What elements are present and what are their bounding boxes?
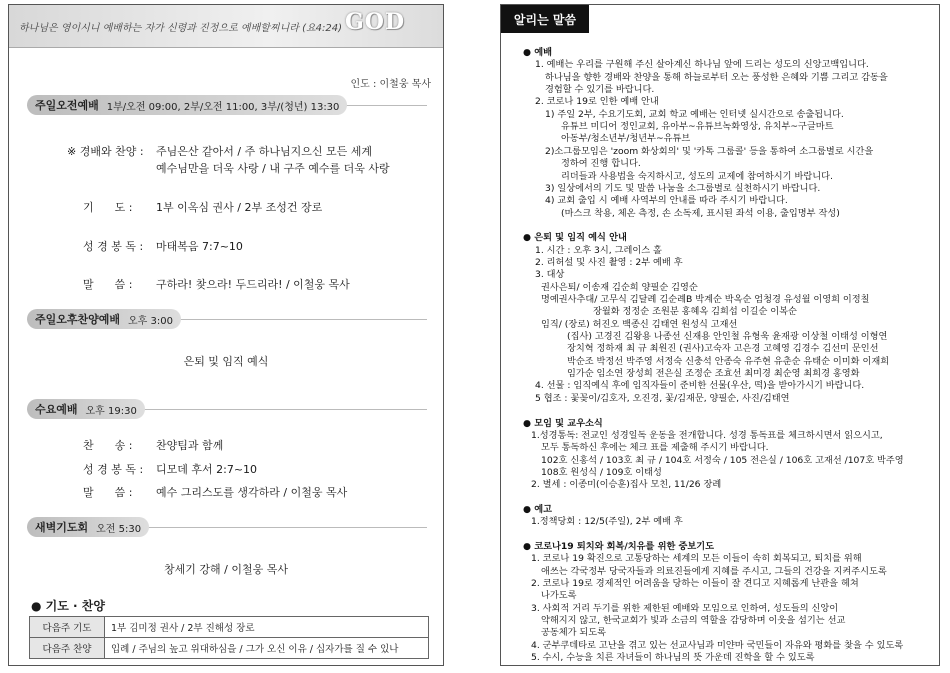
service-time: 오후 19:30 <box>85 405 137 417</box>
reading-label: 성 경 봉 독 : <box>83 240 144 253</box>
announcement-line: 유튜브 미디어 정인교회, 유아부~유튜브녹화영상, 유치부~구글마트 <box>561 121 834 133</box>
officiant: 인도 : 이철웅 목사 <box>350 79 431 90</box>
verse-banner <box>9 5 443 48</box>
afternoon-content: 은퇴 및 임직 예식 <box>183 355 269 368</box>
announcement-line: 2. 리허설 및 사진 촬영 : 2부 예배 후 <box>535 256 683 268</box>
announcement-line: 나가도록 <box>541 590 577 602</box>
wed-sermon-label: 말 씀 : <box>83 486 133 499</box>
god-logo: GOD <box>345 9 406 35</box>
reading-value: 마태복음 7:7~10 <box>156 240 243 253</box>
announcement-line: 공동체가 되도록 <box>541 627 607 639</box>
announcement-line: 2. 코로나 19로 인한 예배 안내 <box>535 96 659 108</box>
announcements-panel <box>500 4 940 666</box>
praise-value: 입례 / 주님의 높고 위대하심을 / 그가 오신 이유 / 십자가를 질 수 있나 <box>105 638 429 659</box>
sermon-value: 구하라! 찾으라! 두드리라! / 이철웅 목사 <box>156 278 350 291</box>
announcement-line: 애쓰는 각국정부 당국자들과 의료진들에게 지혜를 주시고, 그들의 건강을 지켜주시도록 <box>541 565 887 577</box>
announcement-line: 2. 별세 : 이종미(이승훈)집사 모친, 11/26 장례 <box>531 479 722 491</box>
announcement-line: 1.정책당회 : 12/5(주일), 2부 예배 후 <box>531 516 683 528</box>
worship-order-panel <box>8 4 444 666</box>
announcement-line: 108호 원성식 / 109호 이태성 <box>541 466 662 478</box>
announcement-line: 4) 교회 출입 시 예배 사역부의 안내를 따라 주시기 바랍니다. <box>545 195 788 207</box>
service-title: 수요예배 <box>35 403 78 416</box>
table-row <box>30 638 429 659</box>
announcement-heading: ● 코로나19 퇴치와 회복/치유를 위한 중보기도 <box>523 541 715 552</box>
service-title: 주일오전예배 <box>35 99 99 112</box>
prayer-key: 다음주 기도 <box>30 617 105 638</box>
praise-key: 다음주 찬양 <box>30 638 105 659</box>
prayer-value: 1부 이옥심 권사 / 2부 조성건 장로 <box>156 201 323 214</box>
service-time: 오후 3:00 <box>128 315 173 327</box>
afternoon-service-header <box>27 309 427 329</box>
service-time: 오전 5:30 <box>96 523 142 535</box>
announcement-line: 1.성경통독: 전교인 성경일독 운동을 전개합니다. 성경 통독표를 체크하시면서 읽으시고, <box>531 429 883 441</box>
announcement-heading: ● 모임 및 교우소식 <box>523 417 603 429</box>
announcement-line: 5. 수시, 수능을 치른 자녀들이 하나님의 뜻 가운데 진학을 할 수 있도록 <box>531 652 815 664</box>
announcement-line: 아동부/청소년부/청년부~유튜브 <box>561 133 691 145</box>
hymn-line-2: 예수님만을 더욱 사랑 / 내 구주 예수를 더욱 사랑 <box>156 162 390 175</box>
prayer-section-title: ● 기도 · 찬양 <box>31 599 105 613</box>
announcement-line: 102호 신홍석 / 103호 최 규 / 104호 서정숙 / 105 전은실 / 106호 고재선 /107호 박주영 <box>541 454 904 466</box>
service-time: 1부/오전 09:00, 2부/오전 11:00, 3부/(청년) 13:30 <box>106 101 340 113</box>
announcement-line: 리더들과 사용법을 숙지하시고, 성도의 교제에 참여하시기 바랍니다. <box>561 170 833 182</box>
prayer-table <box>29 616 429 659</box>
announcement-line: 모두 통독하신 후에는 체크 표를 제출해 주시기 바랍니다. <box>541 442 769 454</box>
praise-label: 찬 송 : <box>83 439 133 452</box>
announcement-line: 명예권사추대/ 고무식 김달례 김순례B 박계순 박옥순 엄청경 유성월 이영희 이정칠 <box>541 294 870 305</box>
announcement-line: 1. 시간 : 오후 3시, 그레이스 홀 <box>535 244 662 256</box>
dawn-content: 창세기 강해 / 이철웅 목사 <box>164 563 288 576</box>
announcement-line: 경험할 수 있기를 바랍니다. <box>545 84 655 96</box>
sermon-label: 말 씀 : <box>83 278 133 291</box>
service-title: 주일오후찬양예배 <box>35 313 121 326</box>
announcement-heading: ● 은퇴 및 임직 예식 안내 <box>523 232 627 244</box>
announcement-line: 정하여 진행 합니다. <box>561 158 641 170</box>
announcement-line: 장치혁 정하재 최 규 최원진 (권사)고숙자 고은경 고혜영 김경수 김선미 문인선 <box>567 343 879 355</box>
announcement-line: 1) 주일 2부, 수요기도회, 교회 학교 예배는 인터넷 실시간으로 송출됩니다. <box>545 108 844 120</box>
announcement-line: 3. 대상 <box>535 269 565 281</box>
announcement-line: 1. 코로나 19 확진으로 고통당하는 세계의 모든 이들이 속히 회복되고, 퇴치를 위해 <box>531 553 862 565</box>
morning-service-header <box>27 95 427 115</box>
announcement-line: 장월화 정정순 조원분 홍혜옥 김희섭 이길순 이복순 <box>593 306 797 318</box>
wed-reading-label: 성 경 봉 독 : <box>83 463 144 476</box>
banner-verse: 하나님은 영이시니 예배하는 자가 신령과 진정으로 예배할찌니라 (요4:24) <box>19 23 342 34</box>
announcement-line: (집사) 고경진 김왕용 나종선 신재용 안인철 유형욱 윤재광 이상철 이태성 이형연 <box>567 331 888 343</box>
announcement-line: 2. 코로나 19로 경제적인 어려움을 당하는 이들이 잘 견디고 지혜롭게 난관을 헤쳐 <box>531 578 859 590</box>
wed-sermon-value: 예수 그리스도를 생각하라 / 이철웅 목사 <box>156 486 348 499</box>
table-row <box>30 617 429 638</box>
announcement-line: 하나님을 향한 경배와 찬양을 통해 하늘로부터 오는 풍성한 은혜와 기쁨 그리고 감동을 <box>545 71 888 83</box>
announcement-line: 4. 군부쿠데타로 고난을 겪고 있는 선교사님과 미얀마 국민들이 자유와 평화를 찾을 수 있도록 <box>531 639 904 651</box>
dawn-service-header <box>27 517 427 537</box>
announcement-line: 3. 사회적 거리 두기를 위한 제한된 예배와 모임으로 인하여, 성도들의 신앙이 <box>531 602 839 614</box>
announcement-line: 4. 선물 : 임직예식 후에 임직자들이 준비한 선물(우산, 떡)을 받아가시기 바랍니다. <box>535 380 865 392</box>
announcement-line: 임직/ (장로) 허진오 백종신 김태연 원성식 고재선 <box>541 318 738 330</box>
announcement-line: 2)소그룹모임은 'zoom 화상회의' 및 '카톡 그룹콜' 등을 통하여 소그룹별로 시간을 <box>545 145 874 157</box>
service-title: 새벽기도회 <box>35 521 89 534</box>
announcement-line: 5 협조 : 꽃꽂이/김호자, 오진경, 꽃/김재문, 양필순, 사진/김태연 <box>535 392 790 404</box>
announcement-line: 박순조 박정선 박주영 서정숙 신충석 안종숙 유주현 유춘순 유태순 이미화 이재희 <box>567 355 890 367</box>
announcement-line: 3) 일상에서의 기도 및 말씀 나눔을 소그룹별로 실천하시기 바랍니다. <box>545 182 821 194</box>
hymn-line-1: 주님은산 같아서 / 주 하나님지으신 모든 세계 <box>156 145 372 158</box>
prayer-label: 기 도 : <box>83 201 133 214</box>
announcement-line: (마스크 착용, 체온 측정, 손 소독제, 표시된 좌석 이용, 출입명부 작성) <box>561 207 840 219</box>
hymn-label: ※ 경배와 찬양 : <box>67 145 144 158</box>
wednesday-service-header <box>27 399 427 419</box>
announcement-line: 임가순 임소연 장성희 전은실 조정순 조효선 최미경 최순영 최희경 홍영화 <box>567 368 860 380</box>
announcement-line: 권사은퇴/ 이송재 김순희 양필순 김영순 <box>541 281 698 293</box>
announcement-line: 약해지지 않고, 한국교회가 빛과 소금의 역할을 감당하며 이웃을 섬기는 선교 <box>541 615 846 627</box>
praise-value: 찬양팀과 함께 <box>156 439 224 452</box>
prayer-value: 1부 김미정 권사 / 2부 진해성 장로 <box>105 617 429 638</box>
announcement-heading: ● 예배 <box>523 47 552 58</box>
announcement-line: 1. 예배는 우리를 구원해 주신 살아계신 하나님 앞에 드리는 성도의 신앙고백입니다. <box>535 59 869 71</box>
wed-reading-value: 디모데 후서 2:7~10 <box>156 463 258 476</box>
announcements-title: 알리는 말씀 <box>501 5 589 33</box>
announcement-heading: ● 예고 <box>523 503 552 515</box>
